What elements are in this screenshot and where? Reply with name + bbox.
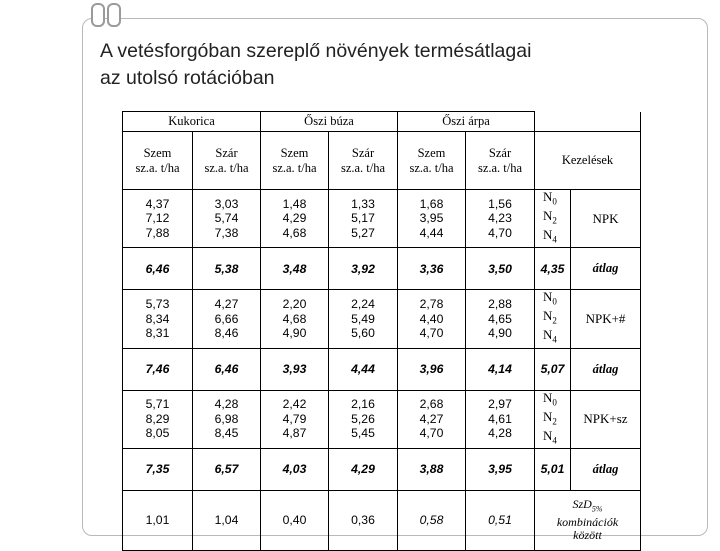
cell-value: 4,28 (488, 426, 512, 441)
cell-value: 5,71 (145, 397, 170, 412)
subheader-row (123, 132, 641, 190)
crop-header: Őszi búza (261, 112, 398, 132)
data-row (123, 290, 641, 348)
cell-value: 4,61 (488, 411, 512, 426)
cell-value: 8,34 (145, 311, 170, 326)
yield-table (122, 111, 641, 551)
cell-value: 4,68 (282, 225, 307, 240)
binder-ring (107, 3, 121, 27)
cell-value: 2,42 (282, 397, 307, 412)
lsd-value: 1,01 (123, 490, 193, 550)
cell-value: 5,73 (145, 297, 170, 312)
col-header: Szem sz.a. t/ha (261, 132, 329, 190)
cell-value: 4,79 (282, 411, 307, 426)
crop-header: Őszi árpa (398, 112, 535, 132)
cell-value: 4,44 (419, 225, 444, 240)
treatments-header: Kezelések (535, 132, 641, 190)
average-value: 4,03 (261, 448, 329, 490)
value-cell (329, 190, 398, 248)
cell-value: 8,45 (214, 426, 239, 441)
value-cell (466, 290, 535, 348)
cell-value: 6,66 (214, 311, 239, 326)
cell-value: 4,65 (488, 311, 512, 326)
average-value: 3,48 (261, 248, 329, 290)
n-level: $N_4$ (543, 227, 557, 245)
cell-value: 2,20 (282, 297, 307, 312)
cell-value: 3,03 (214, 196, 239, 211)
cell-value: 2,68 (419, 397, 444, 412)
n-level: $N_0$ (543, 289, 557, 307)
lsd-row (123, 490, 641, 550)
cell-value: 8,29 (145, 411, 170, 426)
col-header: Szár sz.a. t/ha (466, 132, 535, 190)
average-value: 4,44 (329, 348, 398, 390)
value-cell (398, 390, 466, 448)
cell-value: 7,88 (145, 225, 170, 240)
lsd-value: 1,04 (193, 490, 261, 550)
cell-value: 6,98 (214, 411, 239, 426)
average-label: átlag (571, 348, 641, 390)
average-value: 5,38 (193, 248, 261, 290)
value-cell (123, 290, 193, 348)
average-value: 7,46 (123, 348, 193, 390)
value-cell (261, 190, 329, 248)
cell-value: 5,27 (351, 225, 375, 240)
value-cell (466, 390, 535, 448)
value-cell (261, 290, 329, 348)
value-cell (123, 190, 193, 248)
cell-value: 4,40 (419, 311, 444, 326)
cell-value: 1,33 (351, 196, 375, 211)
average-value: 3,96 (398, 348, 466, 390)
average-row (123, 248, 641, 290)
treatment-label: NPK+# (571, 290, 641, 348)
cell-value: 5,26 (351, 411, 375, 426)
cell-value: 7,12 (145, 211, 170, 226)
cell-value: 5,17 (351, 211, 375, 226)
overall-average: 4,35 (535, 248, 571, 290)
value-cell (193, 190, 261, 248)
average-row (123, 448, 641, 490)
average-label: átlag (571, 448, 641, 490)
cell-value: 4,27 (419, 411, 444, 426)
n-level: $N_2$ (543, 308, 557, 326)
col-header: Szem sz.a. t/ha (398, 132, 466, 190)
value-cell (193, 390, 261, 448)
cell-value: 2,97 (488, 397, 512, 412)
average-value: 7,35 (123, 448, 193, 490)
page-title (100, 38, 700, 92)
cell-value: 4,37 (145, 196, 170, 211)
average-value: 3,93 (261, 348, 329, 390)
cell-value: 7,38 (214, 225, 239, 240)
n-level: $N_4$ (543, 327, 557, 346)
cell-value: 4,27 (214, 297, 239, 312)
cell-value: 4,90 (282, 326, 307, 341)
value-cell (193, 290, 261, 348)
n-level-cell (535, 390, 571, 448)
cell-value: 4,68 (282, 311, 307, 326)
average-value: 4,29 (329, 448, 398, 490)
lsd-label: SzD$_{5\%}$ kombinációk között (535, 490, 641, 550)
value-cell (398, 290, 466, 348)
overall-average: 5,07 (535, 348, 571, 390)
average-value: 6,57 (193, 448, 261, 490)
cell-value: 3,95 (419, 211, 444, 226)
average-value: 6,46 (193, 348, 261, 390)
col-header: Szár sz.a. t/ha (193, 132, 261, 190)
cell-value: 4,23 (488, 211, 512, 226)
overall-average: 5,01 (535, 448, 571, 490)
cell-value: 2,24 (351, 297, 375, 312)
value-cell (466, 190, 535, 248)
n-level: $N_2$ (543, 208, 557, 226)
average-label: átlag (571, 248, 641, 290)
average-value: 3,36 (398, 248, 466, 290)
lsd-value: 0,58 (398, 490, 466, 550)
average-value: 4,14 (466, 348, 535, 390)
cell-value: 5,45 (351, 426, 375, 441)
treatment-label: NPK (571, 190, 641, 248)
value-cell (123, 390, 193, 448)
binder-rings (91, 3, 131, 27)
cell-value: 1,68 (419, 196, 444, 211)
cell-value: 1,48 (282, 196, 307, 211)
average-value: 6,46 (123, 248, 193, 290)
cell-value: 2,16 (351, 397, 375, 412)
crop-header-row (123, 112, 641, 132)
average-value: 3,92 (329, 248, 398, 290)
title-line-1: A vetésforgóban szereplő növények termésátlagai (100, 40, 532, 62)
treatment-label: NPK+sz (571, 390, 641, 448)
n-level: $N_0$ (543, 189, 557, 207)
cell-value: 4,28 (214, 397, 239, 412)
n-level: $N_2$ (543, 408, 557, 427)
n-level: $N_4$ (543, 427, 557, 446)
cell-value: 8,46 (214, 326, 239, 341)
cell-value: 2,78 (419, 297, 444, 312)
cell-value: 4,70 (419, 326, 444, 341)
cell-value: 4,29 (282, 211, 307, 226)
data-row (123, 390, 641, 448)
cell-value: 5,60 (351, 326, 375, 341)
value-cell (398, 190, 466, 248)
n-level: $N_0$ (543, 389, 557, 408)
cell-value: 4,90 (488, 326, 512, 341)
col-header: Szár sz.a. t/ha (329, 132, 398, 190)
cell-value: 1,56 (488, 196, 512, 211)
empty-header-cell (535, 112, 641, 132)
average-value: 3,88 (398, 448, 466, 490)
cell-value: 4,70 (488, 225, 512, 240)
cell-value: 8,05 (145, 426, 170, 441)
cell-value: 4,70 (419, 426, 444, 441)
value-cell (261, 390, 329, 448)
title-line-2: az utolsó rotációban (100, 67, 275, 89)
lsd-value: 0,36 (329, 490, 398, 550)
crop-header: Kukorica (123, 112, 261, 132)
cell-value: 8,31 (145, 326, 170, 341)
data-row (123, 190, 641, 248)
cell-value: 5,49 (351, 311, 375, 326)
n-level-cell (535, 190, 571, 248)
value-cell (329, 290, 398, 348)
average-value: 3,50 (466, 248, 535, 290)
cell-value: 2,88 (488, 297, 512, 312)
average-row (123, 348, 641, 390)
cell-value: 4,87 (282, 426, 307, 441)
n-level-cell (535, 290, 571, 348)
lsd-value: 0,51 (466, 490, 535, 550)
value-cell (329, 390, 398, 448)
binder-ring (91, 3, 105, 27)
cell-value: 5,74 (214, 211, 239, 226)
average-value: 3,95 (466, 448, 535, 490)
col-header: Szem sz.a. t/ha (123, 132, 193, 190)
lsd-value: 0,40 (261, 490, 329, 550)
